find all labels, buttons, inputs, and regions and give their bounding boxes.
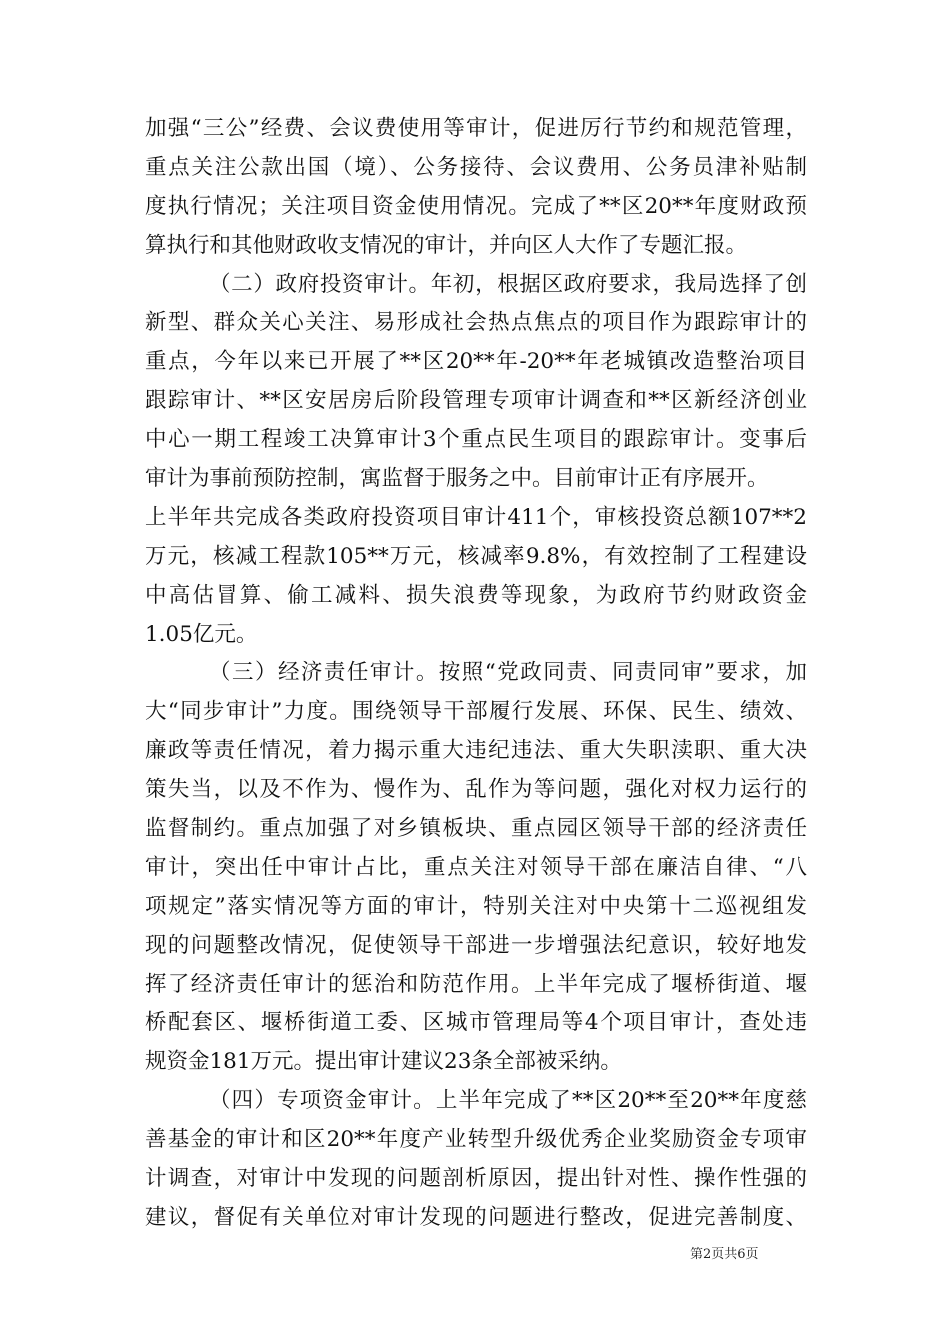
text-line: 加强“三公”经费、会议费使用等审计，促进厉行节约和规范管理，: [145, 116, 807, 141]
text-line: 项规定”落实情况等方面的审计，特别关注对中央第十二巡视组发: [145, 893, 807, 919]
text-line: 桥配套区、堰桥街道工委、区城市管理局等4个项目审计，查处违: [145, 1010, 807, 1036]
paragraph-first-line: （二）政府投资审计。年初，根据区政府要求，我局选择了创: [209, 271, 807, 297]
text-line: 建议，督促有关单位对审计发现的问题进行整改，促进完善制度、: [145, 1204, 807, 1230]
text-line: 善基金的审计和区20**年度产业转型升级优秀企业奖励资金专项审: [145, 1127, 807, 1153]
paragraph-first-line: （三）经济责任审计。按照“党政同责、同责同审”要求，加: [209, 660, 807, 686]
page-number: 第2页共6页: [690, 1247, 759, 1262]
text-line: 审计为事前预防控制，寓监督于服务之中。目前审计正有序展开。: [145, 466, 769, 492]
text-line: 现的问题整改情况，促使领导干部进一步增强法纪意识，较好地发: [145, 932, 807, 958]
text-line: 跟踪审计、**区安居房后阶段管理专项审计调查和**区新经济创业: [145, 388, 807, 414]
text-line: 重点，今年以来已开展了**区20**年-20**年老城镇改造整治项目: [145, 349, 807, 375]
text-line: 计调查，对审计中发现的问题剖析原因，提出针对性、操作性强的: [145, 1166, 807, 1192]
paragraph-first-line: （四）专项资金审计。上半年完成了**区20**至20**年度慈: [209, 1088, 807, 1114]
text-line: 算执行和其他财政收支情况的审计，并向区人大作了专题汇报。: [145, 232, 748, 258]
text-line: 度执行情况；关注项目资金使用情况。完成了**区20**年度财政预: [145, 193, 807, 219]
text-line: 大“同步审计”力度。围绕领导干部履行发展、环保、民生、绩效、: [145, 699, 807, 725]
text-line: 重点关注公款出国（境）、公务接待、会议费用、公务员津补贴制: [145, 154, 807, 180]
text-line: 策失当，以及不作为、慢作为、乱作为等问题，强化对权力运行的: [145, 777, 807, 803]
text-line: 监督制约。重点加强了对乡镇板块、重点园区领导干部的经济责任: [145, 816, 807, 842]
text-line: 1.05亿元。: [145, 621, 258, 647]
text-line: 廉政等责任情况，着力揭示重大违纪违法、重大失职渎职、重大决: [145, 738, 807, 764]
text-line: 上半年共完成各类政府投资项目审计411个，审核投资总额107**2: [145, 504, 807, 530]
text-line: 审计，突出任中审计占比，重点关注对领导干部在廉洁自律、“八: [145, 854, 807, 880]
text-line: 挥了经济责任审计的惩治和防范作用。上半年完成了堰桥街道、堰: [145, 971, 807, 997]
text-line: 中高估冒算、偷工减料、损失浪费等现象，为政府节约财政资金: [145, 582, 807, 608]
text-line: 规资金181万元。提出审计建议23条全部被采纳。: [145, 1049, 622, 1075]
text-line: 中心一期工程竣工决算审计3个重点民生项目的跟踪审计。变事后: [145, 427, 807, 453]
text-line: 万元，核减工程款105**万元，核减率9.8%，有效控制了工程建设: [145, 543, 807, 569]
text-line: 新型、群众关心关注、易形成社会热点焦点的项目作为跟踪审计的: [145, 310, 807, 336]
document-body: [145, 110, 807, 1238]
